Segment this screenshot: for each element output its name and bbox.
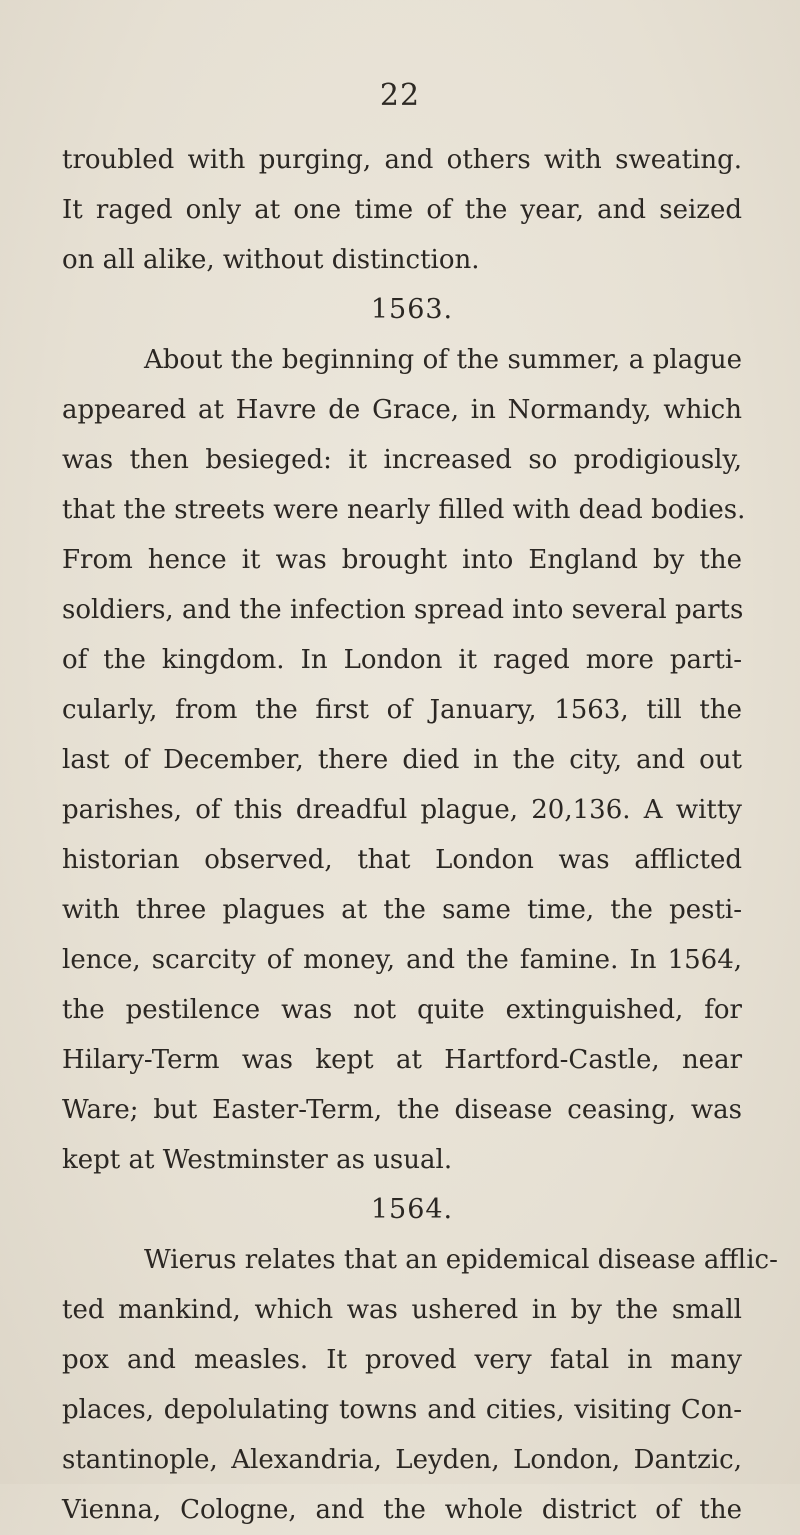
- text-line: on all alike, without distinction.: [62, 245, 480, 275]
- text-line: appeared at Havre de Grace, in Normandy, which: [62, 395, 742, 425]
- year-heading-1563: 1563.: [370, 294, 454, 325]
- text-line: stantinople, Alexandria, Leyden, London, Dantzic,: [62, 1445, 742, 1475]
- text-line: Wierus relates that an epidemical disease afflic-: [144, 1245, 778, 1275]
- text-line: It raged only at one time of the year, and seized: [62, 195, 742, 225]
- text-line: From hence it was brought into England by the: [62, 545, 742, 575]
- text-line: soldiers, and the infection spread into several parts: [62, 595, 744, 625]
- text-line: Ware; but Easter-Term, the disease ceasing, was: [62, 1095, 742, 1125]
- text-line: was then besieged: it increased so prodigiously,: [62, 445, 742, 475]
- text-line: Vienna, Cologne, and the whole district of the: [62, 1495, 742, 1525]
- text-line: with three plagues at the same time, the pesti-: [62, 895, 742, 925]
- text-line: of the kingdom. In London it raged more parti-: [62, 645, 742, 675]
- text-line: cularly, from the first of January, 1563, till the: [62, 695, 742, 725]
- text-line: About the beginning of the summer, a plague: [144, 345, 742, 375]
- text-line: pox and measles. It proved very fatal in many: [62, 1345, 742, 1375]
- text-line: that the streets were nearly filled with dead bodies.: [62, 495, 746, 525]
- text-line: historian observed, that London was afflicted: [62, 845, 742, 875]
- year-heading-1564: 1564.: [370, 1194, 454, 1225]
- text-line: the pestilence was not quite extinguished, for: [62, 995, 742, 1025]
- page-body: [62, 135, 778, 1535]
- text-line: ted mankind, which was ushered in by the small: [62, 1295, 742, 1325]
- text-line: parishes, of this dreadful plague, 20,136. A witty: [62, 795, 742, 825]
- text-line: lence, scarcity of money, and the famine. In 1564,: [62, 945, 742, 975]
- text-line: troubled with purging, and others with sweating.: [62, 145, 742, 175]
- text-line: kept at Westminster as usual.: [62, 1145, 453, 1175]
- text-line: Hilary-Term was kept at Hartford-Castle, near: [62, 1045, 742, 1075]
- text-line: places, depolulating towns and cities, visiting Con-: [62, 1395, 742, 1425]
- text-line: last of December, there died in the city, and out: [62, 745, 742, 775]
- page-number: 22: [379, 78, 421, 113]
